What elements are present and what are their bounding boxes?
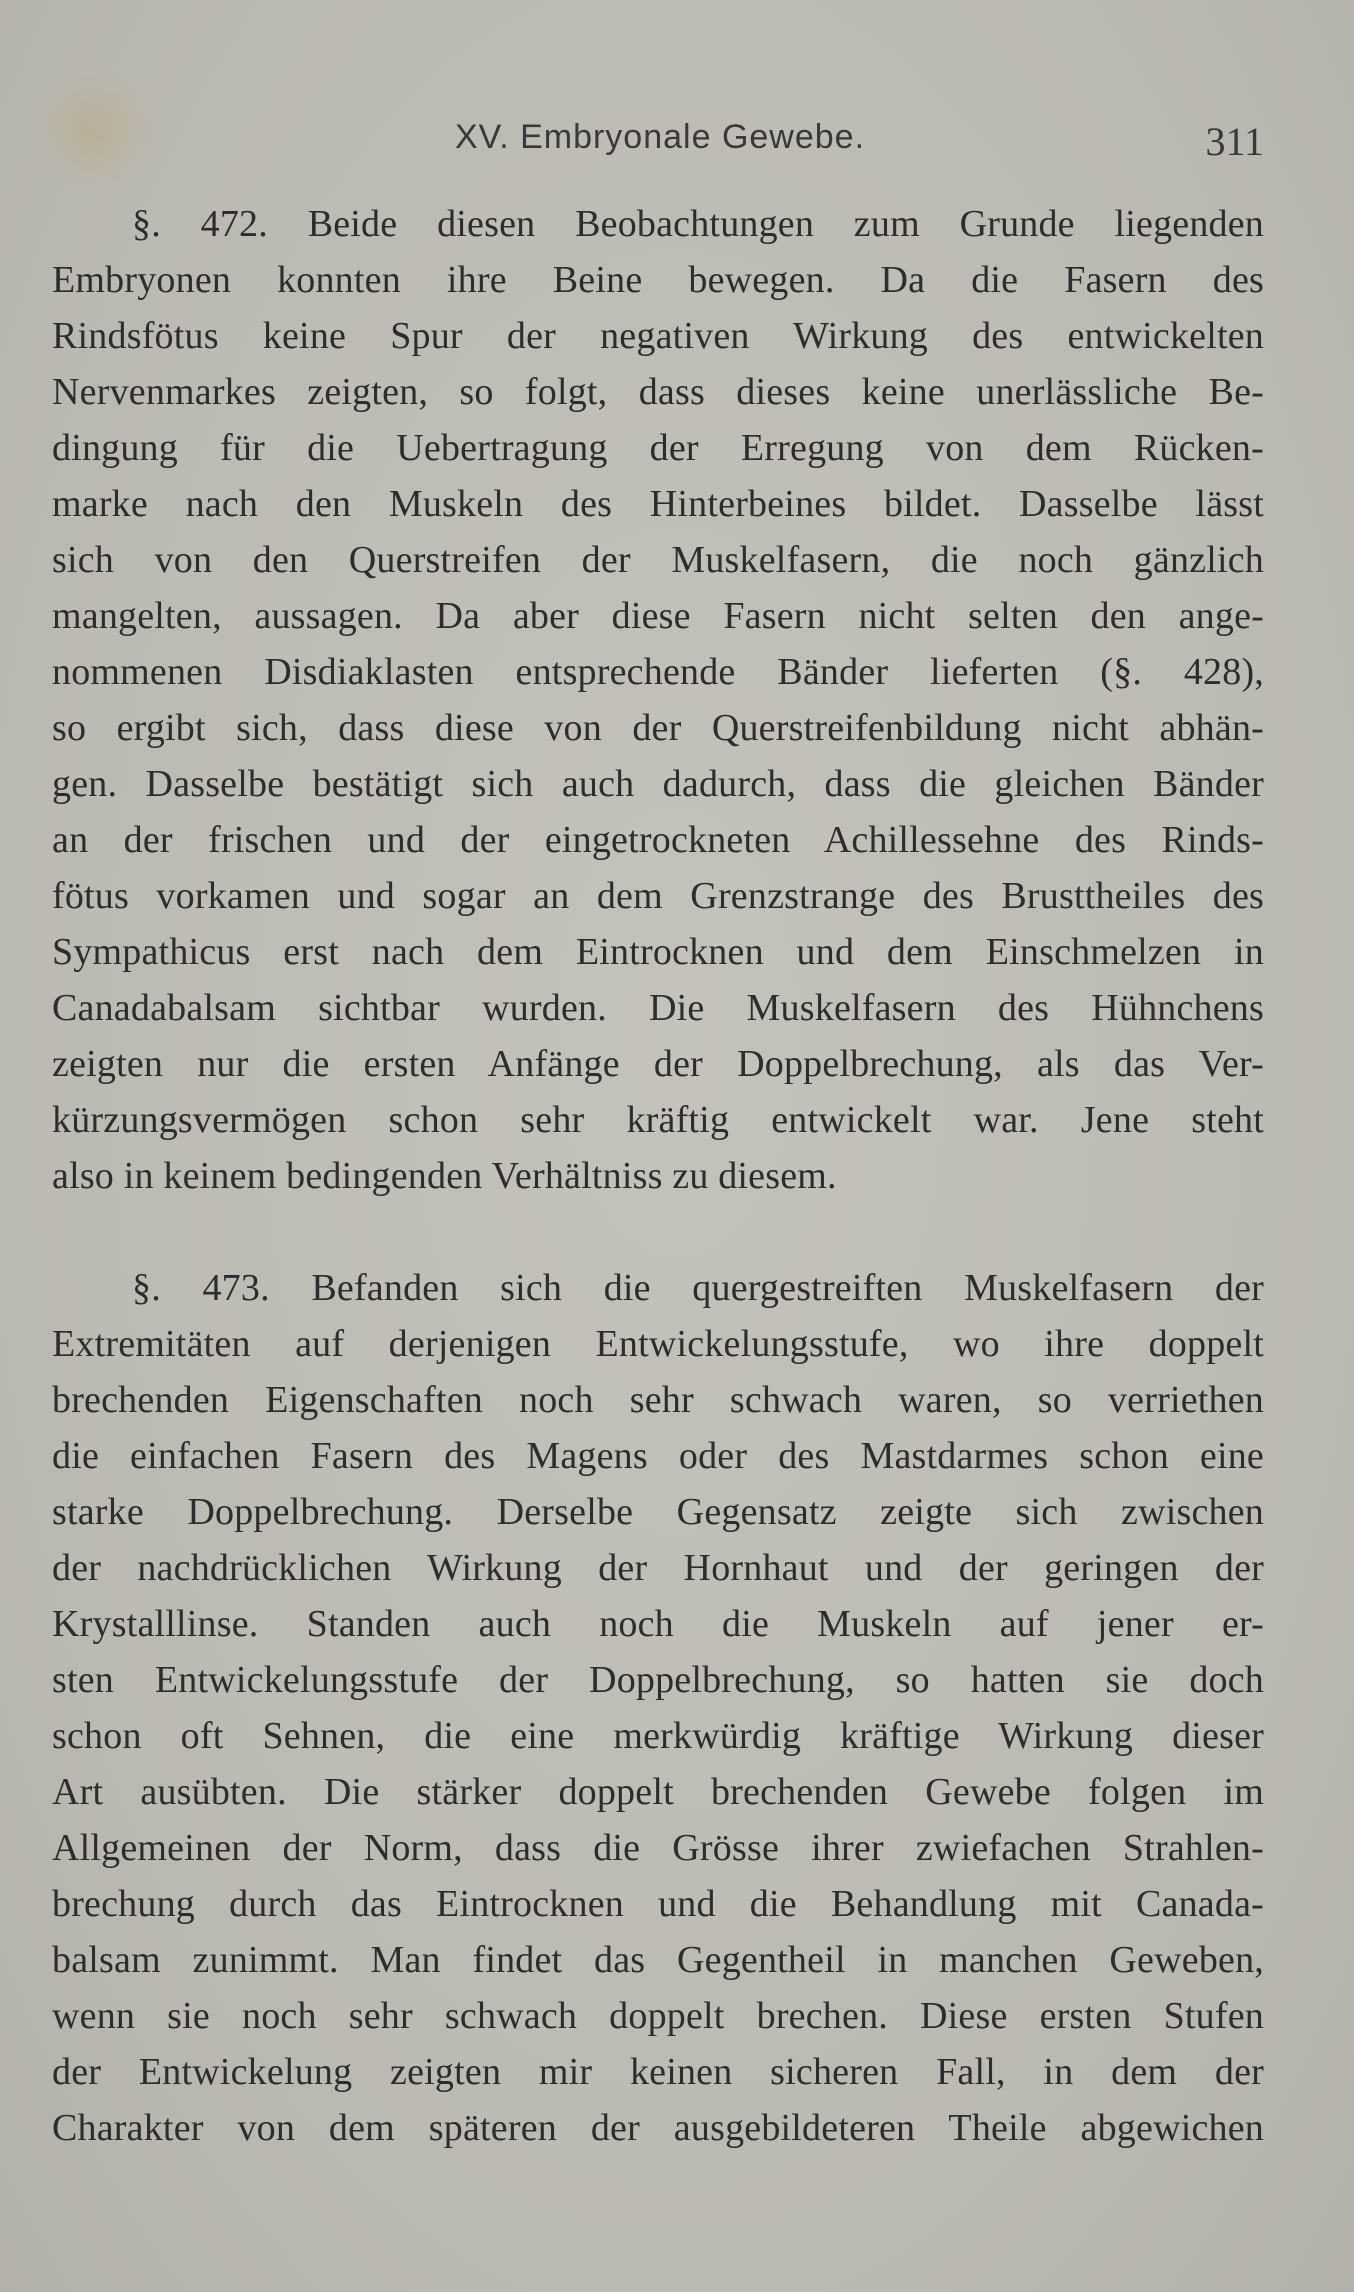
text-line: zeigten nur die ersten Anfänge der Doppelbrechung, als das Ver- xyxy=(52,1043,1264,1085)
page-number: 311 xyxy=(1205,119,1264,164)
text-line: die einfachen Fasern des Magens oder des Mastdarmes schon eine xyxy=(52,1435,1264,1477)
text-line: brechenden Eigenschaften noch sehr schwach waren, so verriethen xyxy=(52,1379,1264,1421)
text-line: der nachdrücklichen Wirkung der Hornhaut und der geringen der xyxy=(52,1547,1264,1589)
running-title: XV. Embryonale Gewebe. xyxy=(454,118,866,156)
paragraph-473 xyxy=(52,1260,1264,2156)
text-line: marke nach den Muskeln des Hinterbeines bildet. Dasselbe lässt xyxy=(52,483,1264,525)
text-line: wenn sie noch sehr schwach doppelt brechen. Diese ersten Stufen xyxy=(52,1995,1264,2037)
text-line: starke Doppelbrechung. Derselbe Gegensatz zeigte sich zwischen xyxy=(52,1491,1264,1533)
text-line: Extremitäten auf derjenigen Entwickelungsstufe, wo ihre doppelt xyxy=(52,1323,1264,1365)
text-line: der Entwickelung zeigten mir keinen sicheren Fall, in dem der xyxy=(52,2051,1264,2093)
text-line: mangelten, aussagen. Da aber diese Fasern nicht selten den ange- xyxy=(52,595,1264,637)
text-line: §. 473. Befanden sich die quergestreiften Muskelfasern der xyxy=(132,1267,1264,1309)
text-line: Nervenmarkes zeigten, so folgt, dass dieses keine unerlässliche Be- xyxy=(52,371,1264,413)
text-line: schon oft Sehnen, die eine merkwürdig kräftige Wirkung dieser xyxy=(52,1715,1264,1757)
running-head xyxy=(56,112,1264,172)
text-line: Canadabalsam sichtbar wurden. Die Muskelfasern des Hühnchens xyxy=(52,987,1264,1029)
text-line: Art ausübten. Die stärker doppelt brechenden Gewebe folgen im xyxy=(52,1771,1264,1813)
text-line: Rindsfötus keine Spur der negativen Wirkung des entwickelten xyxy=(52,315,1264,357)
text-line: so ergibt sich, dass diese von der Querstreifenbildung nicht abhän- xyxy=(52,707,1264,749)
text-line: Embryonen konnten ihre Beine bewegen. Da die Fasern des xyxy=(52,259,1264,301)
text-line: Charakter von dem späteren der ausgebildeteren Theile abgewichen xyxy=(52,2107,1264,2149)
text-line: sten Entwickelungsstufe der Doppelbrechung, so hatten sie doch xyxy=(52,1659,1264,1701)
text-line: fötus vorkamen und sogar an dem Grenzstrange des Brusttheiles des xyxy=(52,875,1264,917)
text-line: §. 472. Beide diesen Beobachtungen zum Grunde liegenden xyxy=(132,203,1264,245)
text-line: Allgemeinen der Norm, dass die Grösse ihrer zwiefachen Strahlen- xyxy=(52,1827,1264,1869)
text-line: brechung durch das Eintrocknen und die Behandlung mit Canada- xyxy=(52,1883,1264,1925)
text-line: an der frischen und der eingetrockneten Achillessehne des Rinds- xyxy=(52,819,1264,861)
text-line: kürzungsvermögen schon sehr kräftig entwickelt war. Jene steht xyxy=(52,1099,1264,1141)
text-line: dingung für die Uebertragung der Erregung von dem Rücken- xyxy=(52,427,1264,469)
text-line: Sympathicus erst nach dem Eintrocknen und dem Einschmelzen in xyxy=(52,931,1264,973)
text-line: sich von den Querstreifen der Muskelfasern, die noch gänzlich xyxy=(52,539,1264,581)
text-line: gen. Dasselbe bestätigt sich auch dadurch, dass die gleichen Bänder xyxy=(52,763,1264,805)
text-line: nommenen Disdiaklasten entsprechende Bänder lieferten (§. 428), xyxy=(52,651,1264,693)
body-text xyxy=(52,196,1264,2156)
text-line: Krystalllinse. Standen auch noch die Muskeln auf jener er- xyxy=(52,1603,1264,1645)
text-line: also in keinem bedingenden Verhältniss zu diesem. xyxy=(52,1155,837,1197)
paragraph-472 xyxy=(52,196,1264,1204)
text-line: balsam zunimmt. Man findet das Gegentheil in manchen Geweben, xyxy=(52,1939,1264,1981)
